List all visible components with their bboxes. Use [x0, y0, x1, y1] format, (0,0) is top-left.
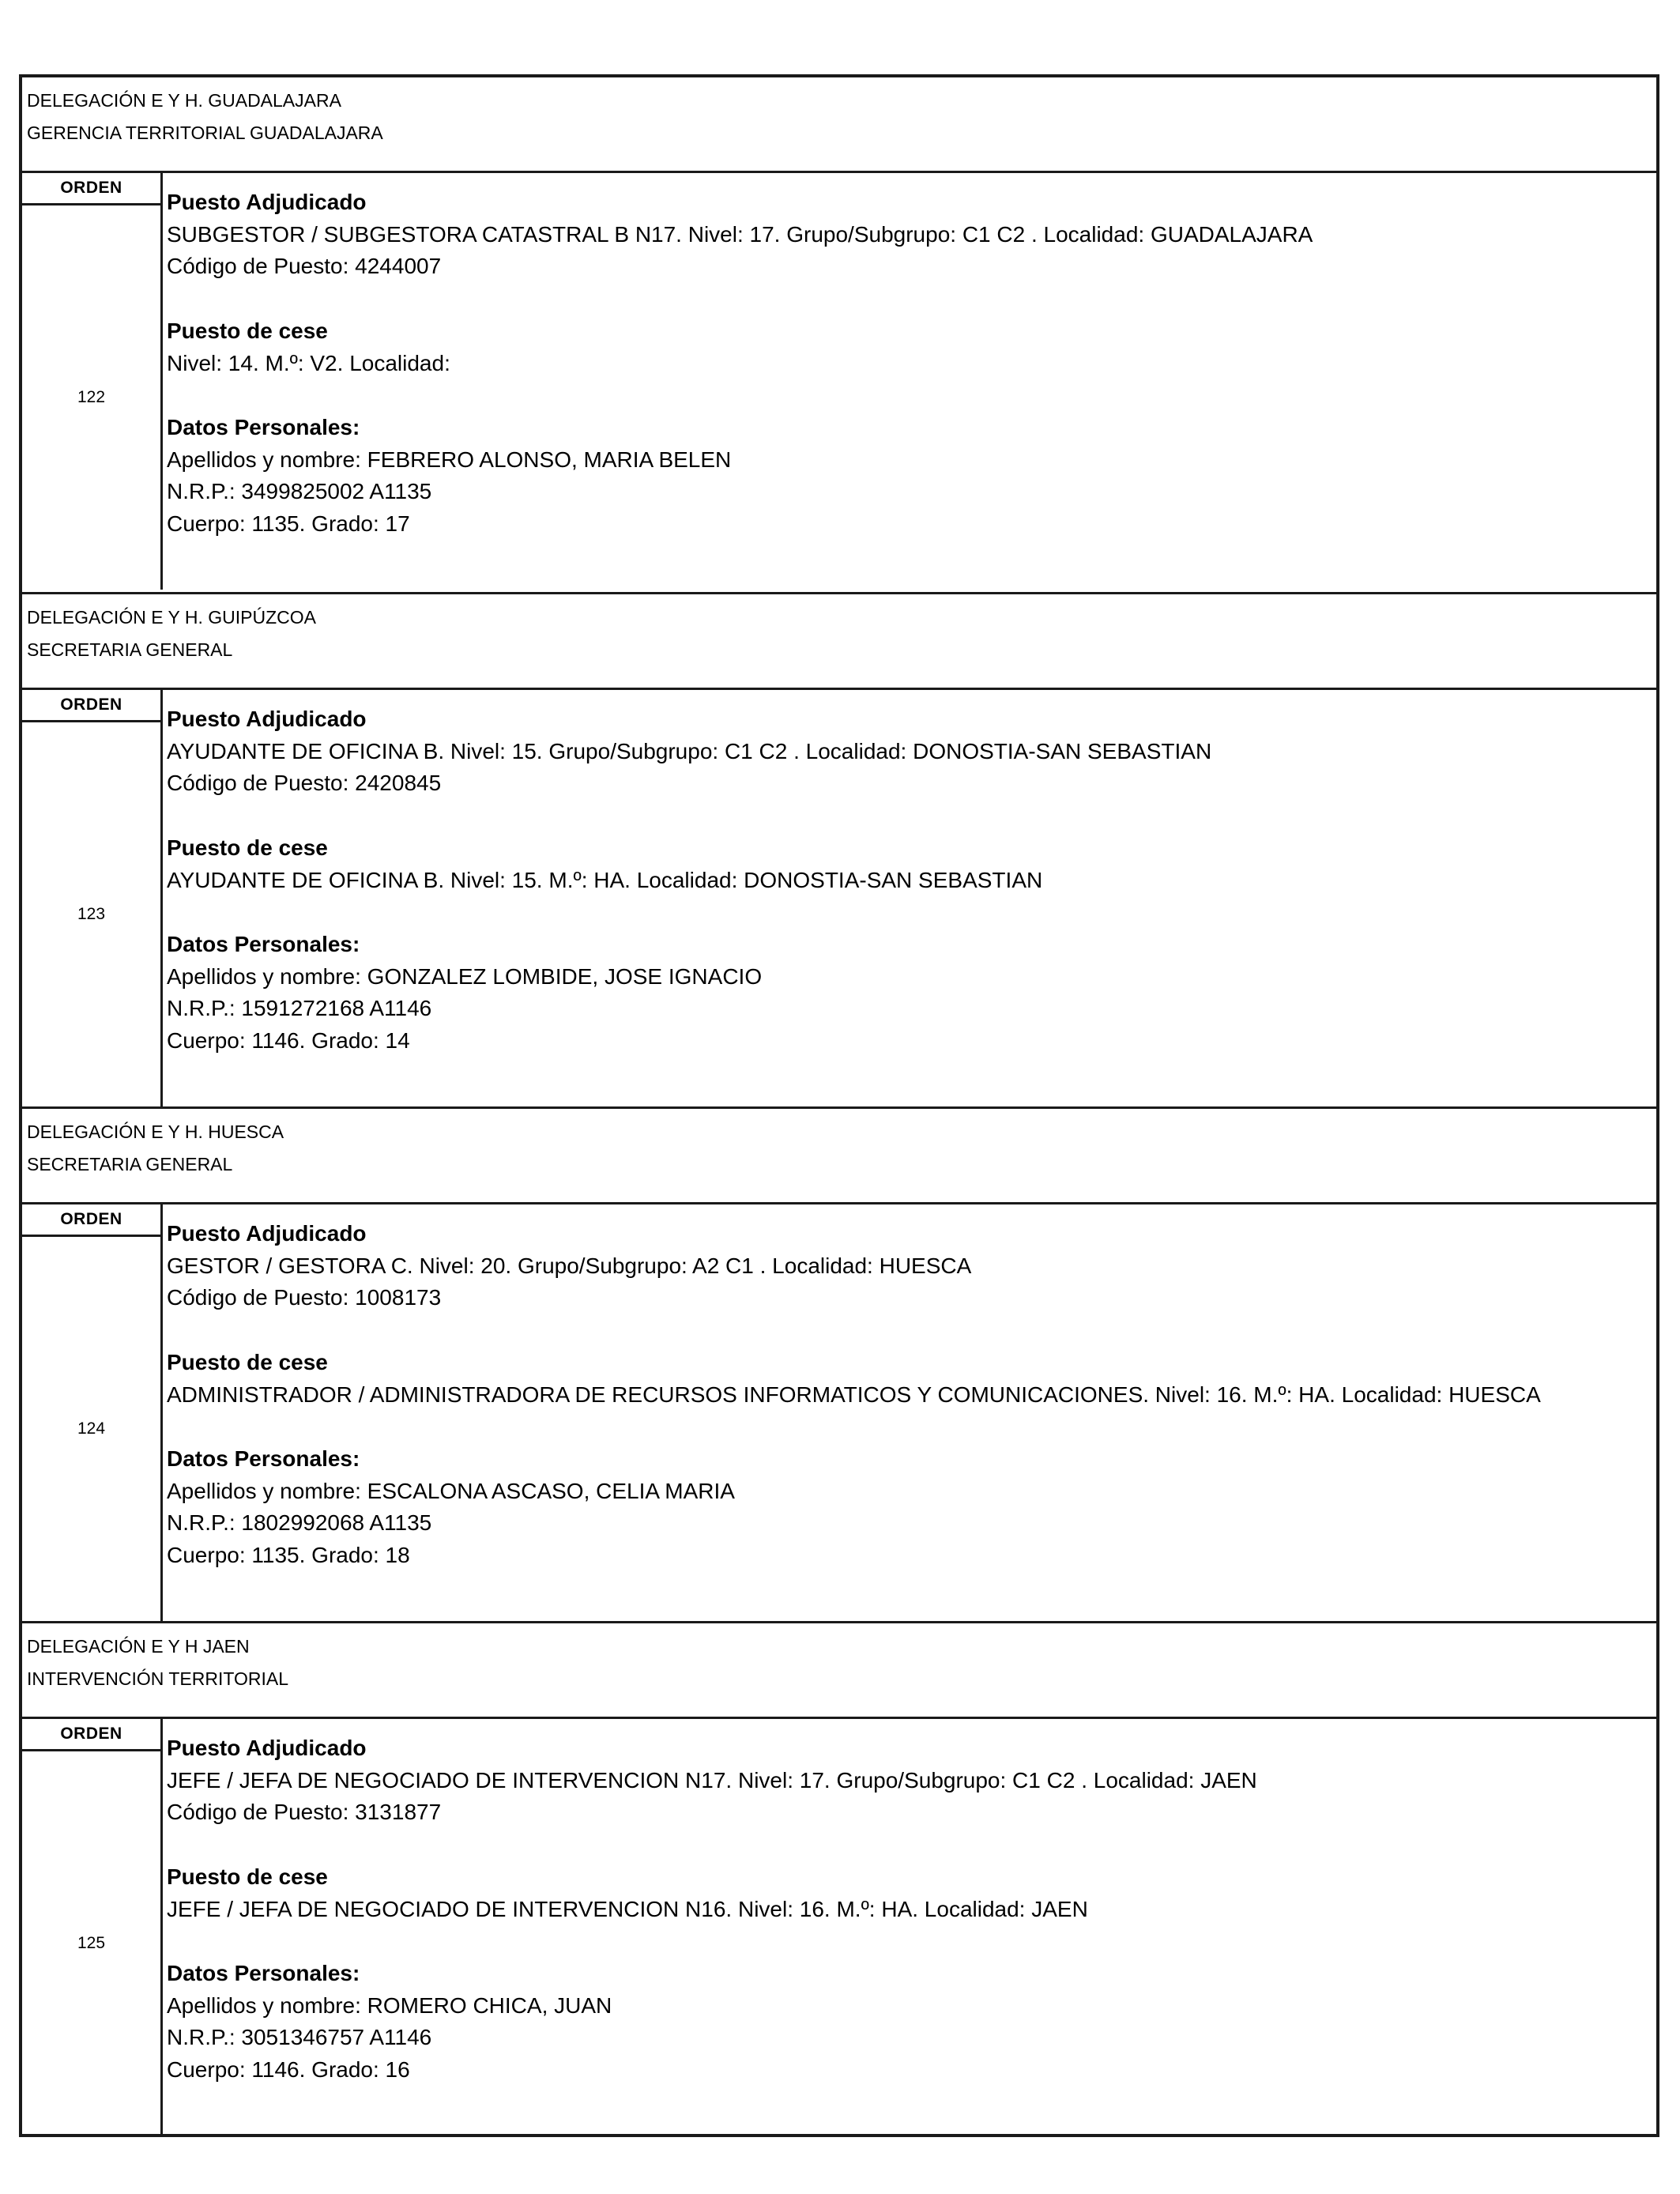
- codigo-puesto: Código de Puesto: 2420845: [167, 771, 442, 796]
- unidad-label: SECRETARIA GENERAL: [27, 1154, 233, 1174]
- puesto-adjudicado-title: Puesto Adjudicado: [167, 1221, 367, 1246]
- record-body: [22, 1719, 1656, 2136]
- record-details: [163, 690, 1656, 1106]
- puesto-cese-title: Puesto de cese: [167, 835, 328, 860]
- orden-header: ORDEN: [22, 1719, 160, 1751]
- puesto-cese-title: Puesto de cese: [167, 318, 328, 343]
- record-body: [22, 1204, 1656, 1621]
- cuerpo-grado: Cuerpo: 1135. Grado: 17: [167, 511, 410, 536]
- record-details: [163, 1719, 1656, 2136]
- orden-number: 125: [77, 1934, 106, 1952]
- apellidos-nombre: Apellidos y nombre: GONZALEZ LOMBIDE, JOSE IGNACIO: [167, 963, 763, 989]
- record-header: [22, 594, 1656, 690]
- spacer: [167, 1314, 1656, 1347]
- spacer: [167, 1411, 1656, 1443]
- record-header: [22, 77, 1656, 173]
- orden-column: [22, 690, 163, 1106]
- orden-number: 122: [77, 388, 106, 406]
- delegacion-label: DELEGACIÓN E Y H. GUADALAJARA: [27, 90, 341, 111]
- puesto-adjudicado-text: JEFE / JEFA DE NEGOCIADO DE INTERVENCION N17. Nivel: 17. Grupo/Subgrupo: C1 C2 . Localidad: JAEN: [167, 1767, 1257, 1793]
- puesto-adjudicado-text: AYUDANTE DE OFICINA B. Nivel: 15. Grupo/Subgrupo: C1 C2 . Localidad: DONOSTIA-SAN SEBASTIAN: [167, 738, 1212, 763]
- record-body: [22, 690, 1656, 1106]
- codigo-puesto: Código de Puesto: 1008173: [167, 1285, 442, 1310]
- record-details: [163, 173, 1656, 590]
- puesto-cese-text: AYUDANTE DE OFICINA B. Nivel: 15. M.º: HA. Localidad: DONOSTIA-SAN SEBASTIAN: [167, 867, 1043, 892]
- apellidos-nombre: Apellidos y nombre: ROMERO CHICA, JUAN: [167, 1992, 612, 2018]
- orden-header: ORDEN: [22, 1204, 160, 1237]
- unidad-label: INTERVENCIÓN TERRITORIAL: [27, 1668, 289, 1689]
- orden-column: [22, 1719, 163, 2136]
- puesto-cese-text: Nivel: 14. M.º: V2. Localidad:: [167, 350, 450, 375]
- spacer: [167, 283, 1656, 315]
- record-header: [22, 1109, 1656, 1204]
- codigo-puesto: Código de Puesto: 3131877: [167, 1800, 442, 1825]
- nrp: N.R.P.: 3051346757 A1146: [167, 2025, 432, 2050]
- spacer: [167, 896, 1656, 929]
- datos-personales-title: Datos Personales:: [167, 1446, 360, 1471]
- orden-column: [22, 173, 163, 590]
- record-124: [22, 1106, 1656, 1621]
- codigo-puesto: Código de Puesto: 4244007: [167, 254, 442, 279]
- spacer: [167, 1925, 1656, 1958]
- puesto-adjudicado-title: Puesto Adjudicado: [167, 1736, 367, 1760]
- delegacion-label: DELEGACIÓN E Y H. GUIPÚZCOA: [27, 607, 316, 628]
- orden-column: [22, 1204, 163, 1621]
- cuerpo-grado: Cuerpo: 1135. Grado: 18: [167, 1543, 410, 1567]
- datos-personales-title: Datos Personales:: [167, 1960, 360, 1985]
- puesto-cese-text: JEFE / JEFA DE NEGOCIADO DE INTERVENCION N16. Nivel: 16. M.º: HA. Localidad: JAEN: [167, 1896, 1088, 1921]
- spacer: [167, 379, 1656, 412]
- spacer: [167, 1829, 1656, 1861]
- spacer: [167, 800, 1656, 832]
- datos-personales-title: Datos Personales:: [167, 414, 360, 439]
- delegacion-label: DELEGACIÓN E Y H JAEN: [27, 1636, 250, 1657]
- orden-header: ORDEN: [22, 690, 160, 722]
- cuerpo-grado: Cuerpo: 1146. Grado: 16: [167, 2057, 410, 2082]
- unidad-label: GERENCIA TERRITORIAL GUADALAJARA: [27, 123, 383, 143]
- record-123: [22, 592, 1656, 1106]
- nrp: N.R.P.: 1591272168 A1146: [167, 996, 432, 1021]
- puesto-adjudicado-text: SUBGESTOR / SUBGESTORA CATASTRAL B N17. Nivel: 17. Grupo/Subgrupo: C1 C2 . Localidad: GUADALAJARA: [167, 221, 1313, 247]
- orden-header: ORDEN: [22, 173, 160, 205]
- apellidos-nombre: Apellidos y nombre: FEBRERO ALONSO, MARIA BELEN: [167, 447, 732, 472]
- record-header: [22, 1623, 1656, 1719]
- puesto-adjudicado-text: GESTOR / GESTORA C. Nivel: 20. Grupo/Subgrupo: A2 C1 . Localidad: HUESCA: [167, 1253, 972, 1278]
- puesto-cese-text: ADMINISTRADOR / ADMINISTRADORA DE RECURSOS INFORMATICOS Y COMUNICACIONES. Nivel: 16. M.º: HA. Localidad: HUESCA: [167, 1382, 1541, 1407]
- record-125: [22, 1621, 1656, 2136]
- puesto-adjudicado-title: Puesto Adjudicado: [167, 190, 367, 214]
- cuerpo-grado: Cuerpo: 1146. Grado: 14: [167, 1028, 410, 1053]
- puesto-cese-title: Puesto de cese: [167, 1349, 328, 1374]
- record-details: [163, 1204, 1656, 1621]
- delegacion-label: DELEGACIÓN E Y H. HUESCA: [27, 1122, 284, 1142]
- unidad-label: SECRETARIA GENERAL: [27, 639, 233, 660]
- puesto-cese-title: Puesto de cese: [167, 1864, 328, 1889]
- nrp: N.R.P.: 3499825002 A1135: [167, 479, 432, 504]
- datos-personales-title: Datos Personales:: [167, 931, 360, 956]
- record-body: [22, 173, 1656, 590]
- record-122: [22, 77, 1656, 592]
- orden-number: 124: [77, 1419, 106, 1438]
- document-table: [19, 74, 1659, 2137]
- orden-number: 123: [77, 905, 106, 923]
- puesto-adjudicado-title: Puesto Adjudicado: [167, 707, 367, 731]
- nrp: N.R.P.: 1802992068 A1135: [167, 1510, 432, 1536]
- apellidos-nombre: Apellidos y nombre: ESCALONA ASCASO, CELIA MARIA: [167, 1478, 735, 1503]
